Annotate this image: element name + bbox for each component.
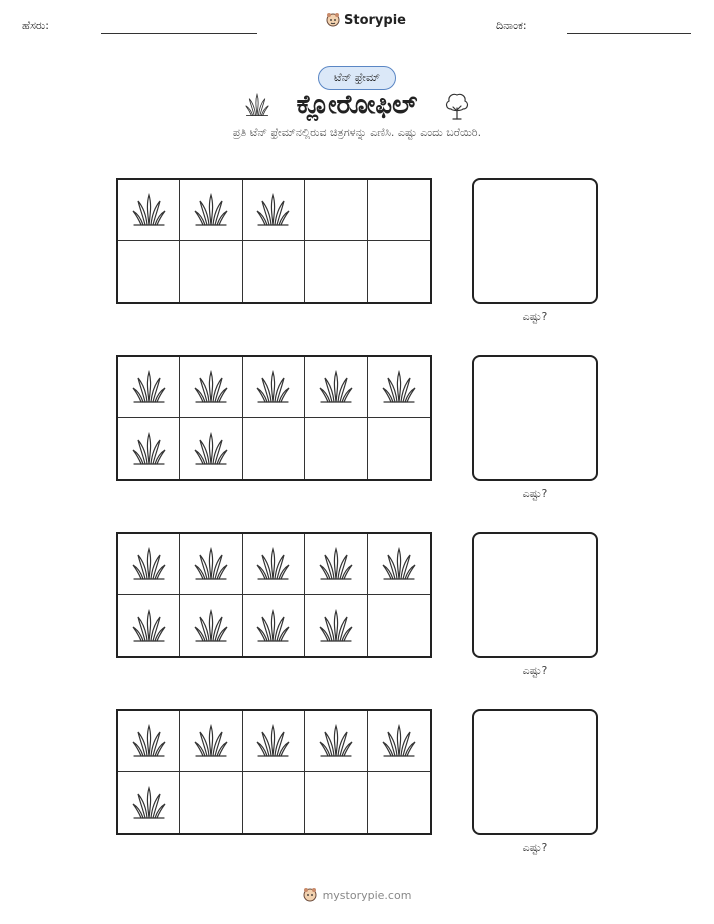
frame-cell bbox=[180, 180, 242, 241]
page-title: ಕ್ಲೋರೋಫಿಲ್ bbox=[296, 90, 418, 120]
ten-frame-3 bbox=[116, 532, 432, 658]
footer bbox=[0, 887, 714, 903]
frame-cell bbox=[118, 357, 180, 418]
grass-icon bbox=[193, 547, 229, 581]
frame-cell bbox=[305, 357, 367, 418]
date-label: ದಿನಾಂಕ: bbox=[496, 19, 527, 32]
grass-icon bbox=[193, 724, 229, 758]
name-label: ಹೆಸರು: bbox=[22, 19, 49, 32]
worksheet-tag: ಟೆನ್ ಫ್ರೇಮ್ bbox=[318, 66, 396, 90]
answer-box-4[interactable] bbox=[472, 709, 598, 835]
grass-icon bbox=[193, 370, 229, 404]
frame-cell bbox=[368, 772, 430, 833]
frame-cell bbox=[118, 180, 180, 241]
answer-label-1: ಎಷ್ಟು? bbox=[522, 310, 548, 323]
grass-icon bbox=[318, 609, 354, 643]
frame-cell bbox=[118, 595, 180, 656]
ten-frame-2 bbox=[116, 355, 432, 481]
grass-icon bbox=[255, 724, 291, 758]
grass-icon bbox=[255, 547, 291, 581]
name-line[interactable] bbox=[101, 33, 257, 34]
frame-cell bbox=[243, 357, 305, 418]
grass-icon bbox=[318, 547, 354, 581]
frame-cell bbox=[368, 711, 430, 772]
frame-cell bbox=[368, 180, 430, 241]
frame-cell bbox=[180, 357, 242, 418]
frame-cell bbox=[368, 241, 430, 302]
instructions: ಪ್ರತಿ ಟೆನ್ ಫ್ರೇಮ್‌ನಲ್ಲಿರುವ ಚಿತ್ರಗಳನ್ನು ಎಣಿಸಿ. ಎಷ್ಟು ಎಂದು ಬರೆಯಿರಿ. bbox=[232, 126, 482, 139]
frame-cell bbox=[243, 595, 305, 656]
frame-cell bbox=[305, 534, 367, 595]
frame-cell bbox=[368, 418, 430, 479]
answer-label-4: ಎಷ್ಟು? bbox=[522, 841, 548, 854]
frame-cell bbox=[180, 534, 242, 595]
grass-icon bbox=[193, 193, 229, 227]
frame-cell bbox=[118, 534, 180, 595]
date-line[interactable] bbox=[567, 33, 691, 34]
grass-icon bbox=[131, 547, 167, 581]
brand-name: Storypie bbox=[344, 12, 406, 28]
mascot-icon bbox=[326, 12, 340, 28]
grass-icon bbox=[318, 724, 354, 758]
frame-cell bbox=[243, 418, 305, 479]
grass-icon bbox=[381, 547, 417, 581]
frame-cell bbox=[180, 772, 242, 833]
frame-cell bbox=[305, 418, 367, 479]
grass-icon bbox=[131, 432, 167, 466]
frame-cell bbox=[180, 418, 242, 479]
grass-icon bbox=[131, 193, 167, 227]
grass-icon bbox=[255, 370, 291, 404]
answer-box-3[interactable] bbox=[472, 532, 598, 658]
ten-frame-1 bbox=[116, 178, 432, 304]
grass-icon bbox=[193, 609, 229, 643]
answer-label-3: ಎಷ್ಟು? bbox=[522, 664, 548, 677]
grass-icon bbox=[131, 609, 167, 643]
grass-icon bbox=[193, 432, 229, 466]
frame-cell bbox=[243, 241, 305, 302]
grass-icon bbox=[131, 786, 167, 820]
frame-cell bbox=[243, 711, 305, 772]
frame-cell bbox=[305, 241, 367, 302]
grass-icon bbox=[131, 370, 167, 404]
grass-icon bbox=[255, 609, 291, 643]
frame-cell bbox=[368, 595, 430, 656]
frame-cell bbox=[305, 595, 367, 656]
frame-cell bbox=[118, 711, 180, 772]
frame-cell bbox=[243, 534, 305, 595]
grass-icon bbox=[131, 724, 167, 758]
grass-icon bbox=[381, 370, 417, 404]
brand-logo bbox=[326, 12, 406, 28]
frame-cell bbox=[180, 241, 242, 302]
frame-cell bbox=[180, 595, 242, 656]
frame-cell bbox=[368, 534, 430, 595]
frame-cell bbox=[368, 357, 430, 418]
frame-cell bbox=[243, 180, 305, 241]
ten-frame-4 bbox=[116, 709, 432, 835]
mascot-icon bbox=[303, 887, 317, 903]
frame-cell bbox=[118, 772, 180, 833]
answer-box-2[interactable] bbox=[472, 355, 598, 481]
frame-cell bbox=[305, 772, 367, 833]
tree-icon bbox=[442, 91, 472, 121]
frame-cell bbox=[118, 418, 180, 479]
answer-label-2: ಎಷ್ಟು? bbox=[522, 487, 548, 500]
frame-cell bbox=[118, 241, 180, 302]
grass-icon bbox=[381, 724, 417, 758]
frame-cell bbox=[180, 711, 242, 772]
frame-cell bbox=[305, 711, 367, 772]
frame-cell bbox=[243, 772, 305, 833]
grass-icon bbox=[318, 370, 354, 404]
footer-url: mystorypie.com bbox=[322, 888, 412, 902]
frame-cell bbox=[305, 180, 367, 241]
grass-icon bbox=[255, 193, 291, 227]
answer-box-1[interactable] bbox=[472, 178, 598, 304]
